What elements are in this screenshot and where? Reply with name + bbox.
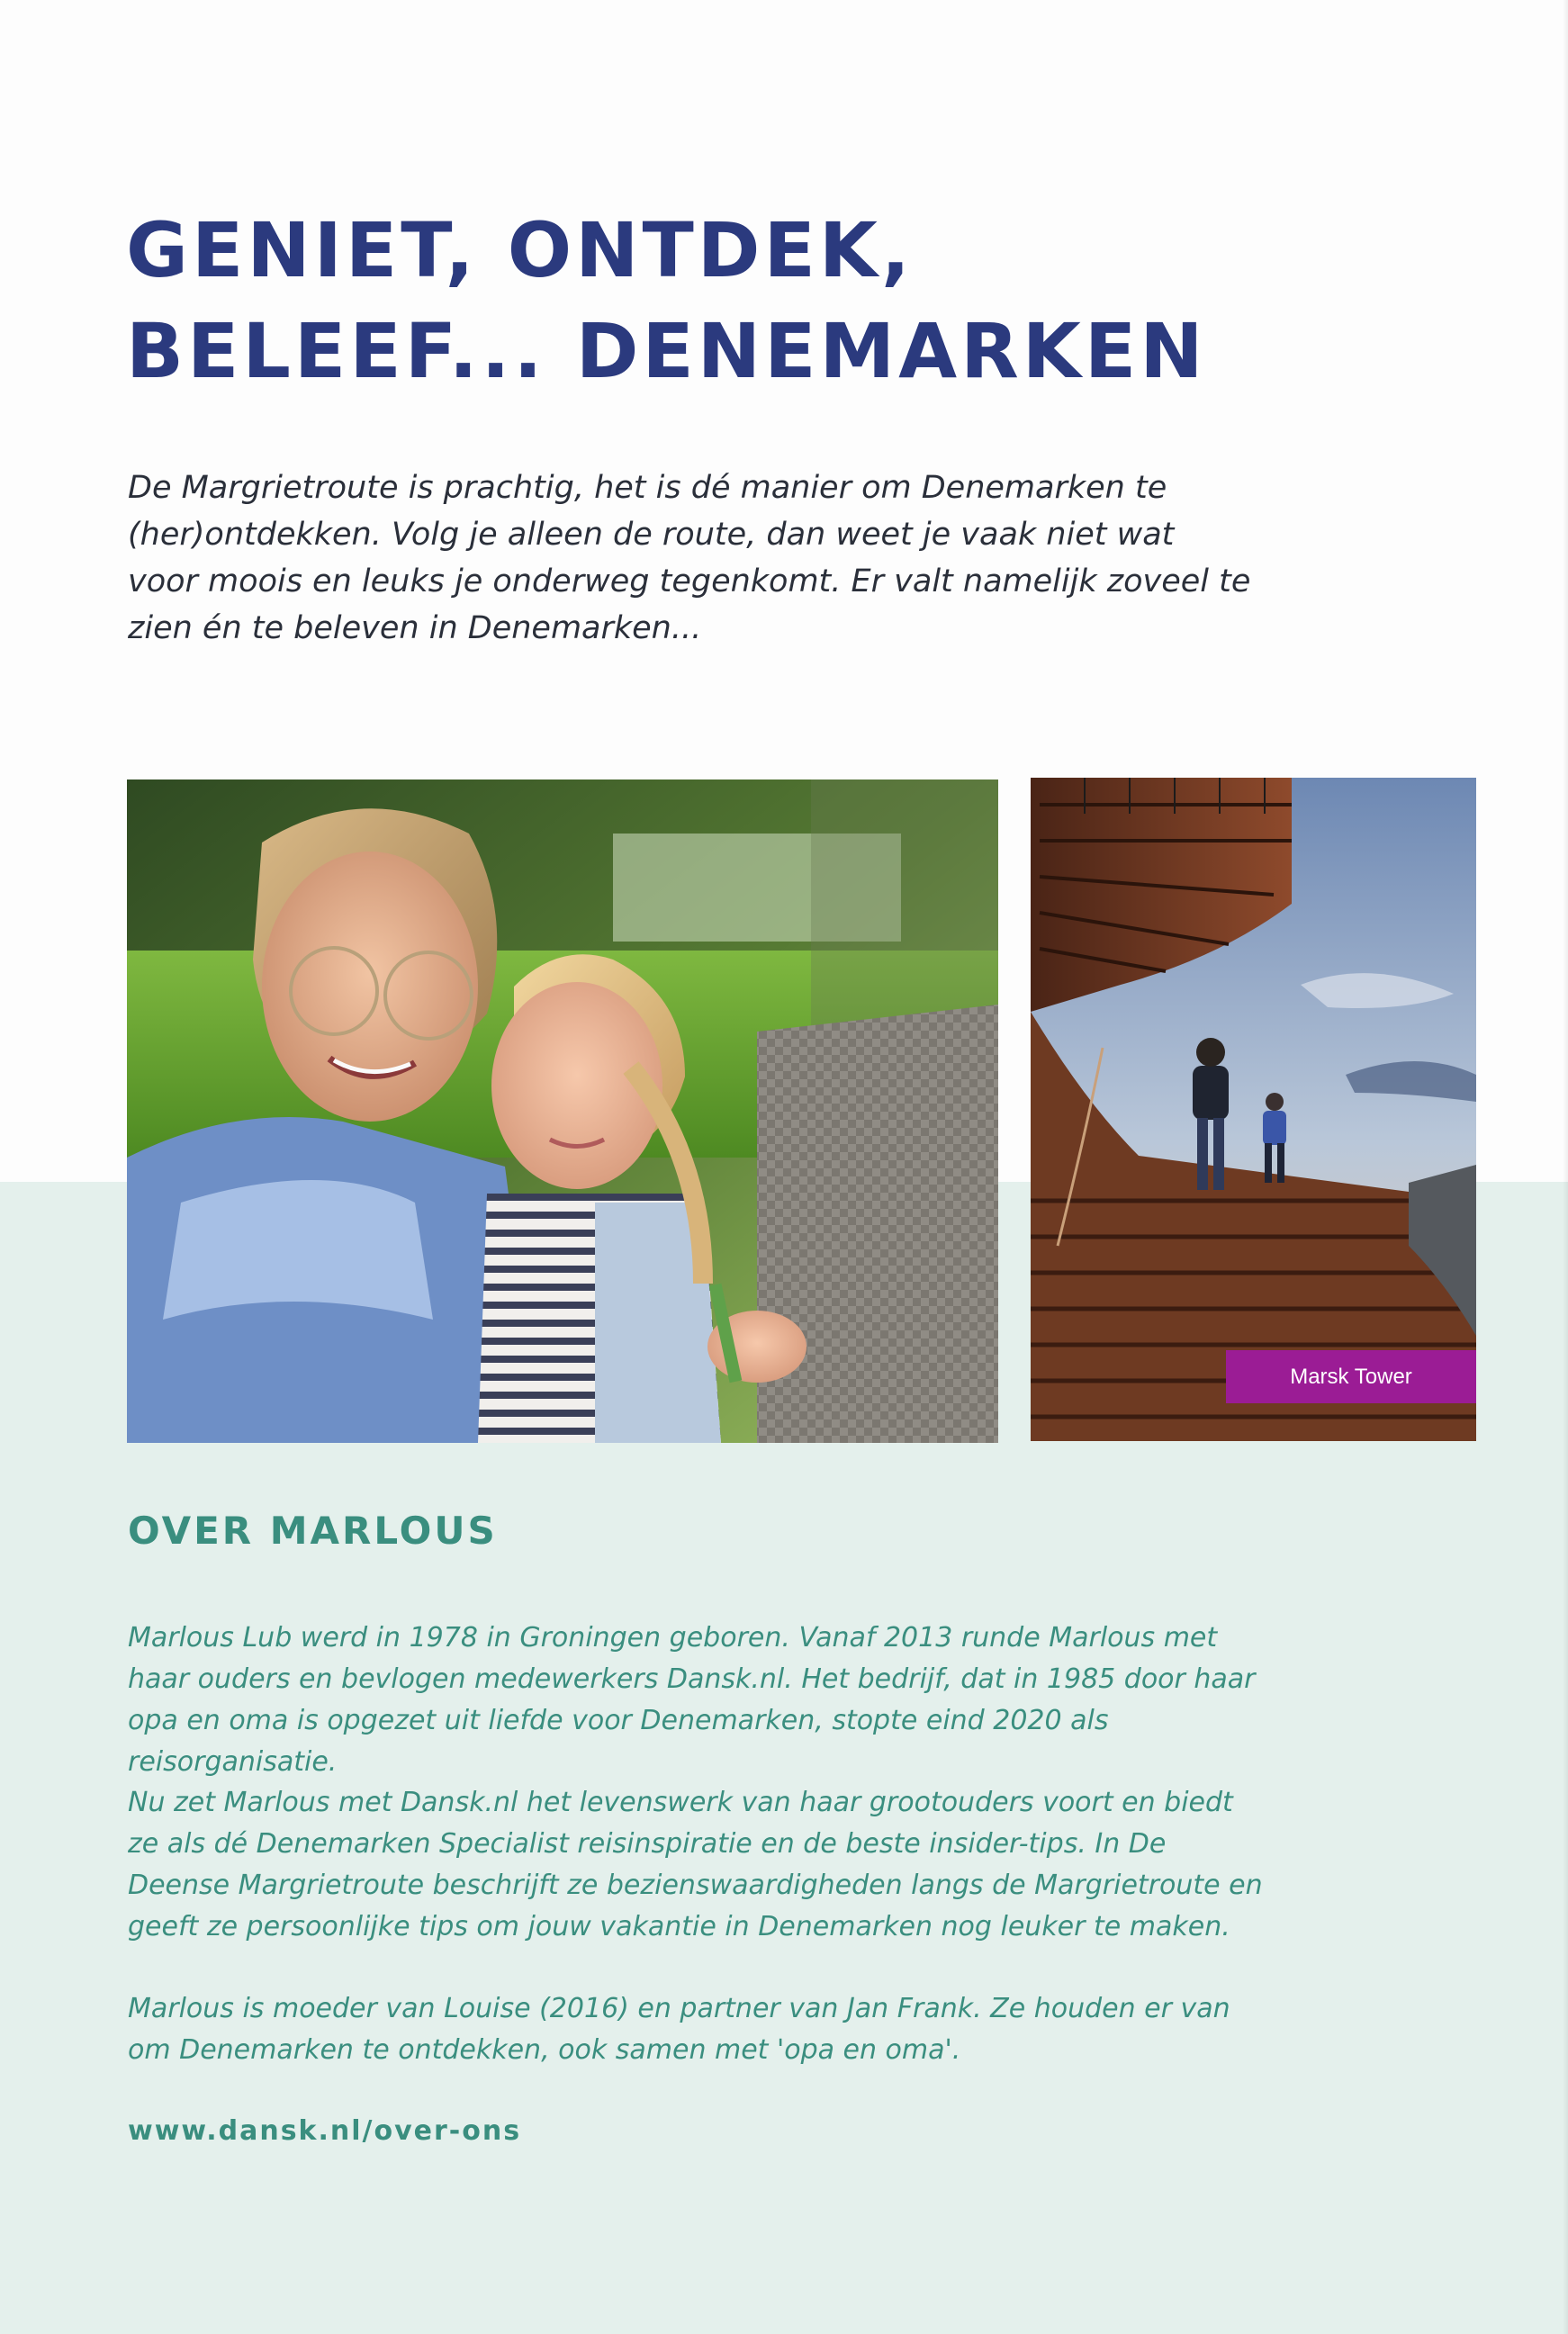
- cover-edge-shadow: [1563, 0, 1568, 2334]
- title-line-2: BELEEF... DENEMARKEN: [126, 307, 1207, 395]
- family-photo-illustration: [127, 780, 998, 1443]
- intro-paragraph: De Margrietroute is prachtig, het is dé manier om Denemarken te (her)ontdekken. Volg je alleen de route, dan weet je vaak niet wat voor moois en leuks je onderweg tegenkomt. Er valt namelijk zoveel te zien én te beleven in Denemarken...: [128, 470, 1251, 646]
- photo-caption: Marsk Tower: [1226, 1350, 1476, 1403]
- tower-photo: [1031, 778, 1476, 1441]
- tower-photo-illustration: [1031, 778, 1476, 1441]
- title-line-1: GENIET, ONTDEK,: [126, 206, 914, 294]
- page-title: [126, 200, 1296, 401]
- about-paragraph-1: Marlous Lub werd in 1978 in Groningen geboren. Vanaf 2013 runde Marlous met haar ouders en bevlogen medewerkers Dansk.nl. Het bedrijf, dat in 1985 door haar opa en oma is opgezet uit liefde voor Denemarken, stopte eind 2020 als reisorganisatie.: [128, 1622, 1256, 1778]
- family-photo: [127, 780, 998, 1443]
- website-link[interactable]: www.dansk.nl/over-ons: [128, 2115, 522, 2147]
- about-paragraph-3: Marlous is moeder van Louise (2016) en partner van Jan Frank. Ze houden er van om Denemarken te ontdekken, ook samen met 'opa en oma'.: [128, 1993, 1230, 2066]
- about-paragraph-2: Nu zet Marlous met Dansk.nl het levenswerk van haar grootouders voort en biedt ze als dé Denemarken Specialist reisinspiratie en de beste insider-tips. In De Deense Margrietroute beschrijft ze bezienswaardigheden langs de Margrietroute en geeft ze persoonlijke tips om jouw vakantie in Denemarken nog leuker te maken.: [128, 1787, 1263, 1942]
- about-heading: OVER MARLOUS: [128, 1509, 498, 1553]
